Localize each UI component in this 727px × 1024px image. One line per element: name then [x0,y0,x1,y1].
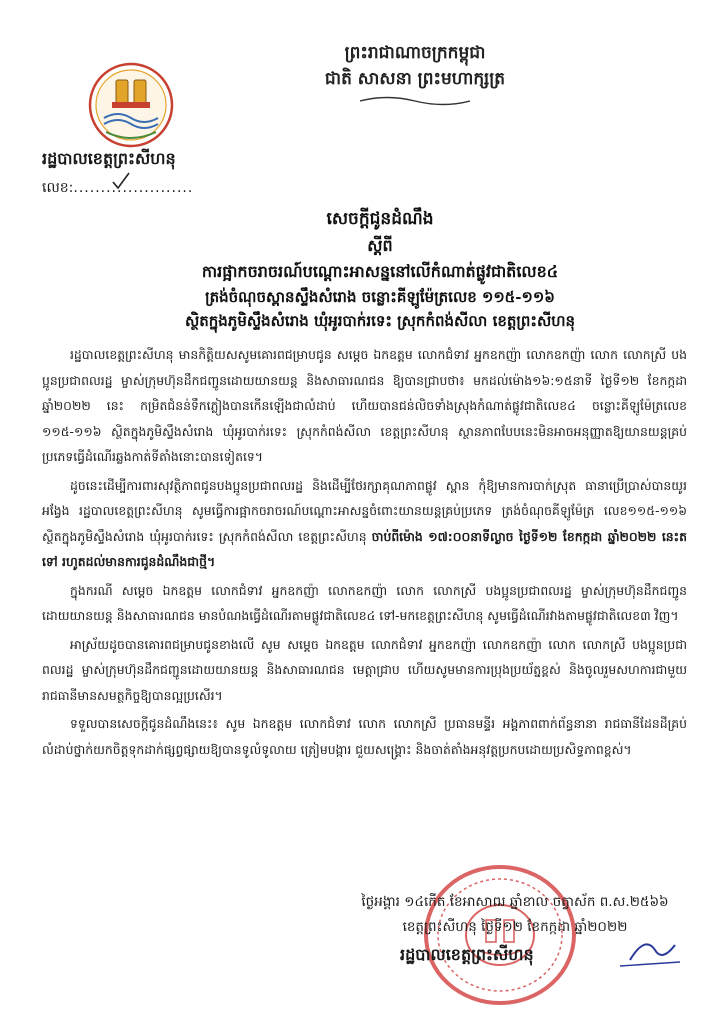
signatory: រដ្ឋបាលខេត្តព្រះសីហនុ [400,945,534,964]
notice-body [42,342,687,765]
paragraph-4: អាស្រ័យដូចបានគោរពជម្រាបជូនខាងលើ សូម សម្ដេច ឯកឧត្ដម លោកជំទាវ អ្នកឧកញ៉ា លោកឧកញ៉ា លោក លោកស្រី បងប្អូនប្រជាពលរដ្ឋ ម្ចាស់ក្រុមហ៊ុនដឹកជញ្ជូនដោយយានយន្ត និងសាធារណជន មេត្តាជ្រាប ហើយសូមមានការប្រុងប្រយ័ត្នខ្ពស់ និងចូលរួមសហការជាមួយរាជធានីមានសមត្ថកិច្ចឱ្យបានល្អប្រសើរ។ [42,636,687,703]
paragraph-2 [42,473,687,575]
notice-title: សេចក្ដីជូនដំណឹង [326,209,434,229]
solar-date: ខេត្តព្រះសីហនុ ថ្ងៃទី១២ ខែកក្កដា ឆ្នាំ២០២២ [402,919,628,935]
notice-about: ស្ដីពី [367,236,393,255]
paragraph-3: ក្នុងករណី សម្ដេច ឯកឧត្ដម លោកជំទាវ អ្នកឧកញ៉ា លោកឧកញ៉ា លោក លោកស្រី បងប្អូនប្រជាពលរដ្ឋ ម្ចាស់ក្រុមហ៊ុនដឹកជញ្ជូនដោយយានយន្ត និងសាធារណជន មានបំណងធ្វើដំណើរតាមផ្លូវជាតិលេខ៤ ទៅ-មកខេត្តព្រះសីហនុ សូមធ្វើដំណើរវាងតាមផ្លូវជាតិលេខ៣ វិញ។ [42,582,687,623]
subject-line-3: ស្ថិតក្នុងភូមិស្ទឹងសំរោង ឃុំអូរបាក់រទេះ ស្រុកកំពង់សីលា ខេត្តព្រះសីហនុ [184,312,576,330]
paragraph-1: រដ្ឋបាលខេត្តព្រះសីហនុ មានកិត្តិយសសូមគោរពជម្រាបជូន សម្ដេច ឯកឧត្ដម លោកជំទាវ អ្នកឧកញ៉ា លោកឧកញ៉ា លោក លោកស្រី បងប្អូនប្រជាពលរដ្ឋ ម្ចាស់ក្រុមហ៊ុនដឹកជញ្ជូនដោយយានយន្ត និងសាធារណជន ឱ្យបានជ្រាបថា៖ មកដល់ម៉ោង១៦:១៥នាទី ថ្ងៃទី១២ ខែកក្កដា ឆ្នាំ២០២២ នេះ កម្រិតជំនន់ទឹកភ្លៀងបានកើនឡើងជាលំដាប់ ហើយបានជន់លិចទាំងស្រុងកំណាត់ផ្លូវជាតិលេខ៤ ចន្លោះគីឡូម៉ែត្រលេខ ១១៥-១១៦ ស្ថិតក្នុងភូមិស្ទឹងសំរោង ឃុំអូរបាក់រទេះ ស្រុកកំពង់សីលា ខេត្តព្រះសីហនុ ស្ថានភាពបែបនេះមិនអាចអនុញ្ញាតឱ្យយានយន្តគ្រប់ប្រភេទធ្វើដំណើរឆ្លងកាត់ទីតាំងនោះបានទៀតទេ។ [42,347,687,464]
handwritten-signature [450,900,690,980]
province-logo [88,62,174,148]
subject-line-1: ការផ្អាកចរាចរណ៍បណ្ដោះអាសន្ននៅលើកំណាត់ផ្លូវជាតិលេខ៤ [201,262,559,281]
paragraph-2-text: ដូចនេះដើម្បីការពារសុវត្ថិភាពជូនបងប្អូនប្រជាពលរដ្ឋ និងដើម្បីថែរក្សាគុណភាពផ្លូវ ស្ពាន កុំឱ្យមានការបាក់ស្រុត ធានាប្រើប្រាស់បានយូរអង្វែង រដ្ឋបាលខេត្តព្រះសីហនុ សូមធ្វើការផ្អាកចរាចរណ៍បណ្ដោះអាសន្នចំពោះយានយន្តគ្រប់ប្រភេទ ត្រង់ចំណុចគីឡូម៉ែត្រ លេខ១១៥-១១៦ ស្ថិតក្នុងភូមិស្ទឹងសំរោង ឃុំអូរបាក់រទេះ ស្រុកកំពង់សីលា ខេត្តព្រះសីហនុ [42,477,687,544]
handwritten-tick [110,170,132,192]
kingdom-title: ព្រះរាជាណាចក្រកម្ពុជា [344,43,486,63]
reference-label: លេខ: [42,180,74,196]
kingdom-header [250,40,580,92]
paragraph-2-effective-time: ចាប់ពីម៉ោង ១៧:០០នាទីល្ងាច ថ្ងៃទី១២ ខែកក្កដា ឆ្នាំ២០២២ នេះតទៅ រហូតដល់មានការជូនដំណឹងជាថ្មី។ [42,528,687,569]
paragraph-5: ទទួលបានសេចក្ដីជូនដំណឹងនេះ៖ សូម ឯកឧត្ដម លោកជំទាវ លោក លោកស្រី ប្រធានមន្ទីរ អង្គភាពពាក់ព័ន្ធនានា រាជធានីដែនដីគ្រប់លំដាប់ថ្នាក់យកចិត្តទុកដាក់ផ្សព្វផ្សាយឱ្យបានទូលំទូលាយ ត្រៀមបង្ការ ជួយសង្គ្រោះ និងចាត់តាំងអនុវត្តប្រកបដោយប្រសិទ្ធភាពខ្ពស់។ [42,716,687,757]
notice-title-block [70,205,690,333]
subject-line-2: ត្រង់ចំណុចស្ពានស្ទឹងសំរោង ចន្លោះគីឡូម៉ែត្រលេខ ១១៥-១១៦ [205,288,555,306]
ornament-divider [360,96,470,106]
reference-dots: ...................... [73,180,194,196]
issuer-name: រដ្ឋបាលខេត្តព្រះសីហនុ [42,149,176,168]
lunar-date: ថ្ងៃអង្គារ ១៤កើត ខែអាសាឍ ឆ្នាំខាល ចត្វាស័ក ព.ស.២៥៦៦ [361,894,669,910]
national-motto: ជាតិ សាសនា ព្រះមហាក្សត្រ [324,69,506,89]
